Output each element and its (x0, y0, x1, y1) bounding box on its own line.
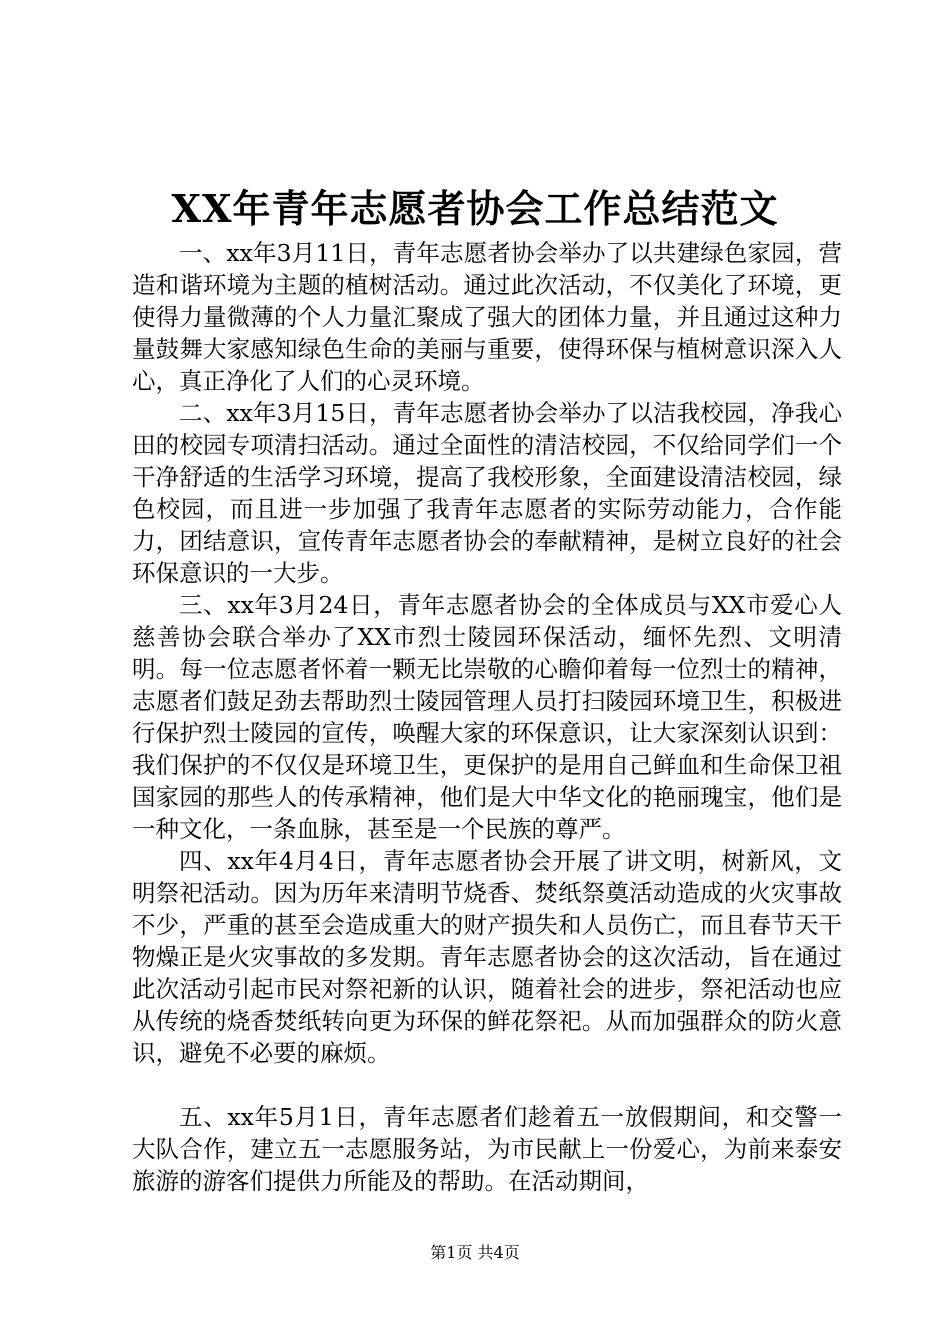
paragraph-1: 一、xx年3月11日，青年志愿者协会举办了以共建绿色家园，营造和谐环境为主题的植树活动。通过此次活动，不仅美化了环境，更使得力量微薄的个人力量汇聚成了强大的团体力量，并且通过这种力量鼓舞大家感知绿色生命的美丽与重要，使得环保与植树意识深入人心，真正净化了人们的心灵环境。 (132, 239, 842, 395)
document-title: XX年青年志愿者协会工作总结范文 (171, 186, 779, 231)
paragraph-5: 五、xx年5月1日，青年志愿者们趁着五一放假期间，和交警一大队合作，建立五一志愿服务站，为市民献上一份爱心，为前来泰安旅游的游客们提供力所能及的帮助。在活动期间， (132, 1103, 842, 1195)
document-body (132, 237, 842, 1197)
paragraph-3: 三、xx年3月24日，青年志愿者协会的全体成员与XX市爱心人慈善协会联合举办了XX市烈士陵园环保活动，缅怀先烈、文明清明。每一位志愿者怀着一颗无比崇敬的心瞻仰着每一位烈士的精神，志愿者们鼓足劲去帮助烈士陵园管理人员打扫陵园环境卫生，积极进行保护烈士陵园的宣传，唤醒大家的环保意识，让大家深刻认识到：我们保护的不仅仅是环境卫生，更保护的是用自己鲜血和生命保卫祖国家园的那些人的传承精神，他们是大中华文化的艳丽瑰宝，他们是一种文化，一条血脉，甚至是一个民族的尊严。 (132, 591, 842, 843)
paragraph-2: 二、xx年3月15日，青年志愿者协会举办了以洁我校园，净我心田的校园专项清扫活动。通过全面性的清洁校园，不仅给同学们一个干净舒适的生活学习环境，提高了我校形象，全面建设清洁校园，绿色校园，而且进一步加强了我青年志愿者的实际劳动能力，合作能力，团结意识，宣传青年志愿者协会的奉献精神，是树立良好的社会环保意识的一大步。 (132, 399, 842, 587)
paragraph-4: 四、xx年4月4日，青年志愿者协会开展了讲文明，树新风，文明祭祀活动。因为历年来清明节烧香、焚纸祭奠活动造成的火灾事故不少，严重的甚至会造成重大的财产损失和人员伤亡，而且春节天干物燥正是火灾事故的多发期。青年志愿者协会的这次活动，旨在通过此次活动引起市民对祭祀新的认识，随着社会的进步，祭祀活动也应从传统的烧香焚纸转向更为环保的鲜花祭祀。从而加强群众的防火意识，避免不必要的麻烦。 (132, 847, 842, 1067)
page-footer: 第1页 共4页 (430, 1243, 520, 1262)
